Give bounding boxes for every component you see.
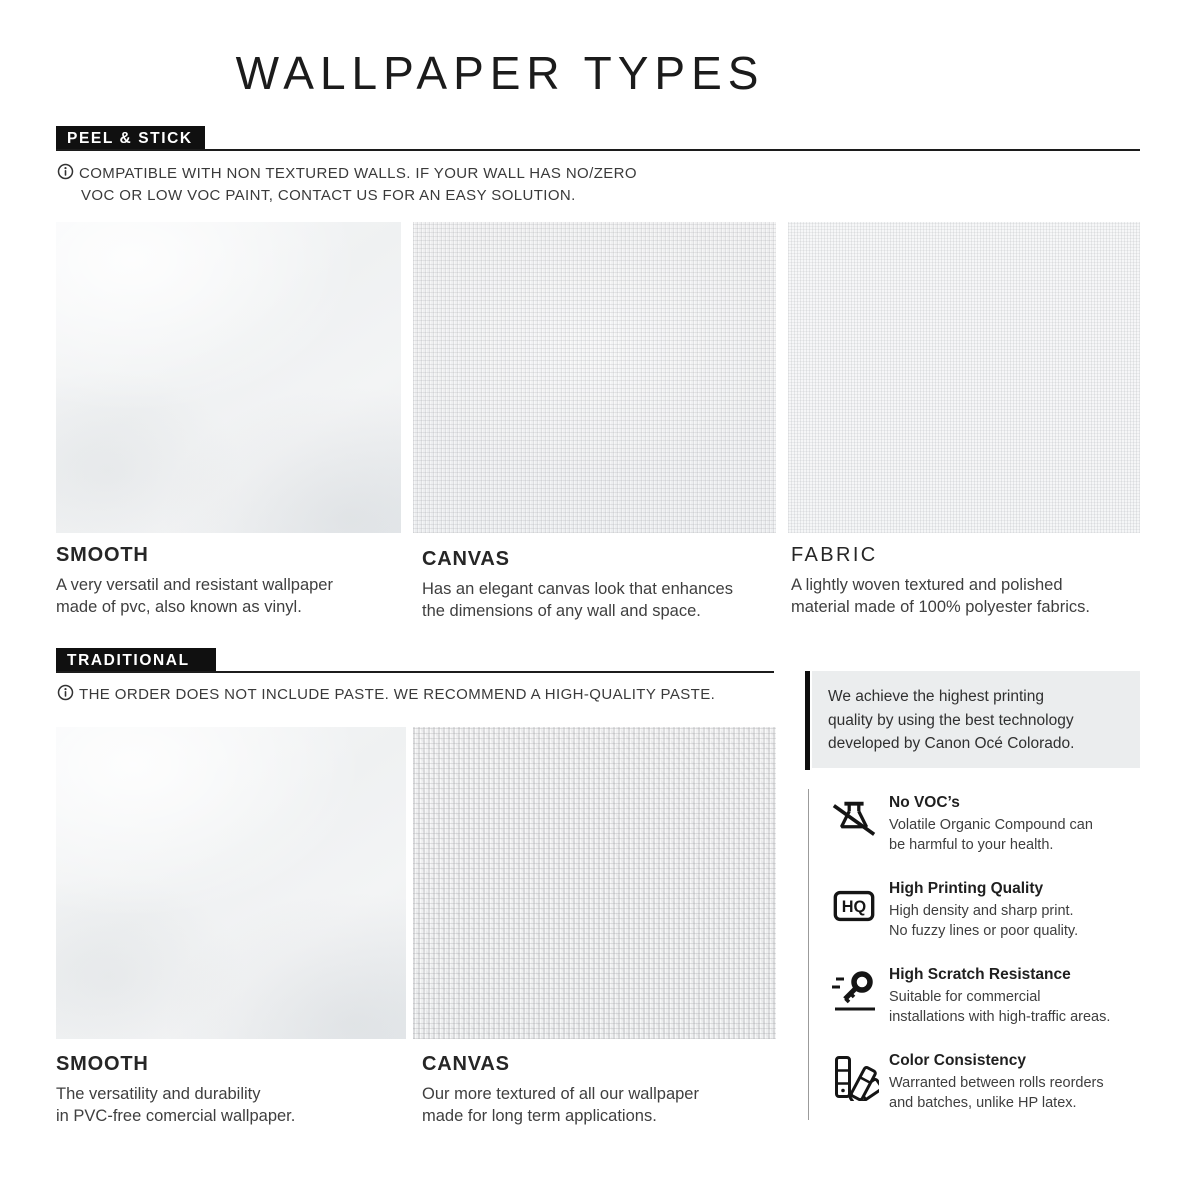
section-label-traditional (56, 648, 216, 673)
quote-line: quality by using the best technology (828, 711, 1074, 729)
color-swatchbook-icon (831, 1053, 879, 1101)
card-text-canvas-traditional (422, 1053, 782, 1127)
card-desc-line: the dimensions of any wall and space. (422, 602, 701, 620)
card-desc-line: made for long term applications. (422, 1107, 657, 1125)
printing-quality-quote-box (812, 671, 1140, 768)
no-voc-flask-icon (831, 797, 877, 843)
card-desc-line: Our more textured of all our wallpaper (422, 1085, 699, 1103)
feature-title: No VOC’s (889, 794, 960, 811)
peel-stick-note (57, 163, 637, 204)
info-icon (57, 684, 74, 701)
feature-desc-line: Volatile Organic Compound can (889, 817, 1093, 833)
section-rule (56, 149, 1140, 151)
smooth-swatch-image (56, 727, 406, 1039)
features-divider-line (808, 789, 809, 1120)
feature-no-voc (831, 793, 1141, 863)
card-text-canvas (422, 548, 782, 622)
feature-desc-line: No fuzzy lines or poor quality. (889, 923, 1079, 939)
fabric-swatch-image (788, 222, 1140, 533)
card-desc-line: material made of 100% polyester fabrics. (791, 598, 1090, 616)
quote-line: We achieve the highest printing (828, 688, 1044, 705)
feature-desc-line: and batches, unlike HP latex. (889, 1095, 1077, 1111)
card-text-smooth (56, 544, 406, 618)
canvas-swatch-image (413, 222, 776, 533)
note-line: VOC OR LOW VOC PAINT, CONTACT US FOR AN EASY SOLUTION. (81, 187, 576, 204)
feature-title: High Printing Quality (889, 880, 1044, 897)
feature-title: Color Consistency (889, 1052, 1026, 1069)
canvas-swatch-image (413, 727, 776, 1039)
card-desc-line: The versatility and durability (56, 1085, 261, 1103)
feature-desc-line: High density and sharp print. (889, 903, 1074, 919)
feature-desc-line: be harmful to your health. (889, 837, 1054, 853)
card-title: CANVAS (422, 1053, 510, 1075)
key-scratch-icon (831, 967, 879, 1015)
feature-desc-line: installations with high-traffic areas. (889, 1009, 1111, 1025)
info-icon (57, 163, 74, 180)
quote-line: developed by Canon Océ Colorado. (828, 735, 1075, 752)
card-text-smooth-traditional (56, 1053, 396, 1127)
card-desc-line: in PVC-free comercial wallpaper. (56, 1107, 296, 1125)
feature-color-consistency (831, 1051, 1141, 1121)
section-label-peel-and-stick (56, 126, 205, 151)
hq-badge-text: HQ (841, 898, 867, 917)
note-line: THE ORDER DOES NOT INCLUDE PASTE. WE RECOMMEND A HIGH-QUALITY PASTE. (79, 686, 716, 703)
note-line: COMPATIBLE WITH NON TEXTURED WALLS. IF YOUR WALL HAS NO/ZERO (79, 165, 637, 182)
card-desc-line: A very versatil and resistant wallpaper (56, 576, 333, 594)
feature-title: High Scratch Resistance (889, 966, 1071, 983)
page-title: WALLPAPER TYPES (235, 47, 765, 99)
card-title: SMOOTH (56, 1053, 149, 1075)
card-desc-line: Has an elegant canvas look that enhances (422, 580, 733, 598)
card-title: SMOOTH (56, 544, 149, 566)
section-label-text: TRADITIONAL (67, 652, 190, 669)
traditional-note (57, 684, 716, 703)
card-desc-line: A lightly woven textured and polished (791, 576, 1063, 594)
feature-desc-line: Suitable for commercial (889, 989, 1041, 1005)
section-label-text: PEEL & STICK (67, 130, 193, 147)
card-title: FABRIC (791, 544, 878, 566)
hq-badge-icon (831, 883, 877, 929)
smooth-swatch-image (56, 222, 401, 533)
card-title: CANVAS (422, 548, 510, 570)
section-rule (56, 671, 774, 673)
card-text-fabric (791, 544, 1146, 618)
feature-desc-line: Warranted between rolls reorders (889, 1075, 1104, 1091)
feature-high-scratch-resistance (831, 965, 1141, 1035)
card-desc-line: made of pvc, also known as vinyl. (56, 598, 302, 616)
quote-accent-bar (805, 671, 810, 770)
feature-high-printing-quality (831, 879, 1141, 949)
